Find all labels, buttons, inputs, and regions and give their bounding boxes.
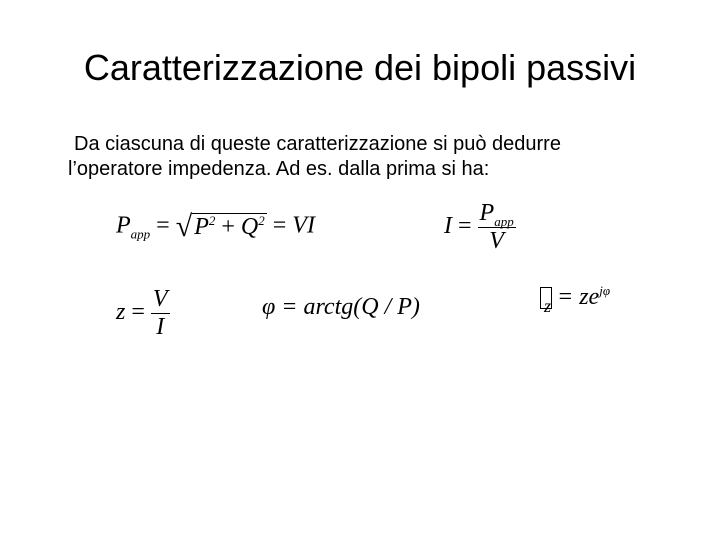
slide-title: Caratterizzazione dei bipoli passivi [83,47,637,88]
formula-phase [262,294,420,321]
formula-symbol: I [156,314,165,340]
formula-operator: = [458,213,472,240]
formula-exponent: 2 [208,212,216,228]
formula-symbol: I [444,213,452,240]
fraction [151,286,170,341]
formula-operator: + [221,213,235,240]
formula-symbol: P [194,213,209,240]
formula-apparent-power [116,210,315,244]
formula-exponent: jφ [599,283,611,298]
body-line-1: Da ciascuna di queste caratterizzazione si può dedurre [74,133,561,155]
formula-subscript: app [130,226,151,242]
formula-operator: = [156,212,170,239]
formula-operator: = [272,212,287,239]
formula-symbol: P [479,200,495,226]
formula-symbol: z [544,296,552,316]
formula-impedance-modulus [116,286,170,341]
formula-exponent: 2 [258,212,265,228]
formula-subscript: app [494,213,514,229]
formula-symbol: Q [240,213,259,240]
formula-current [444,200,516,255]
formula-symbol: z [116,299,126,326]
formula-symbol: V [152,286,168,312]
slide-body-text [68,132,688,182]
formula-symbol: V [489,228,504,254]
formula-symbol: P [116,212,131,239]
formula-operator: = [131,299,145,326]
body-line-2: l’operatore impedenza. Ad es. dalla prima si ha: [68,158,490,180]
formula-complex-impedance [540,283,611,316]
formula-text: φ = arctg(Q / P) [262,294,420,320]
formula-text: = ze [557,284,600,310]
formula-symbol: VI [292,212,315,239]
sqrt-symbol: $√P^2 + Q^2$ [175,210,265,243]
fraction [478,200,516,255]
